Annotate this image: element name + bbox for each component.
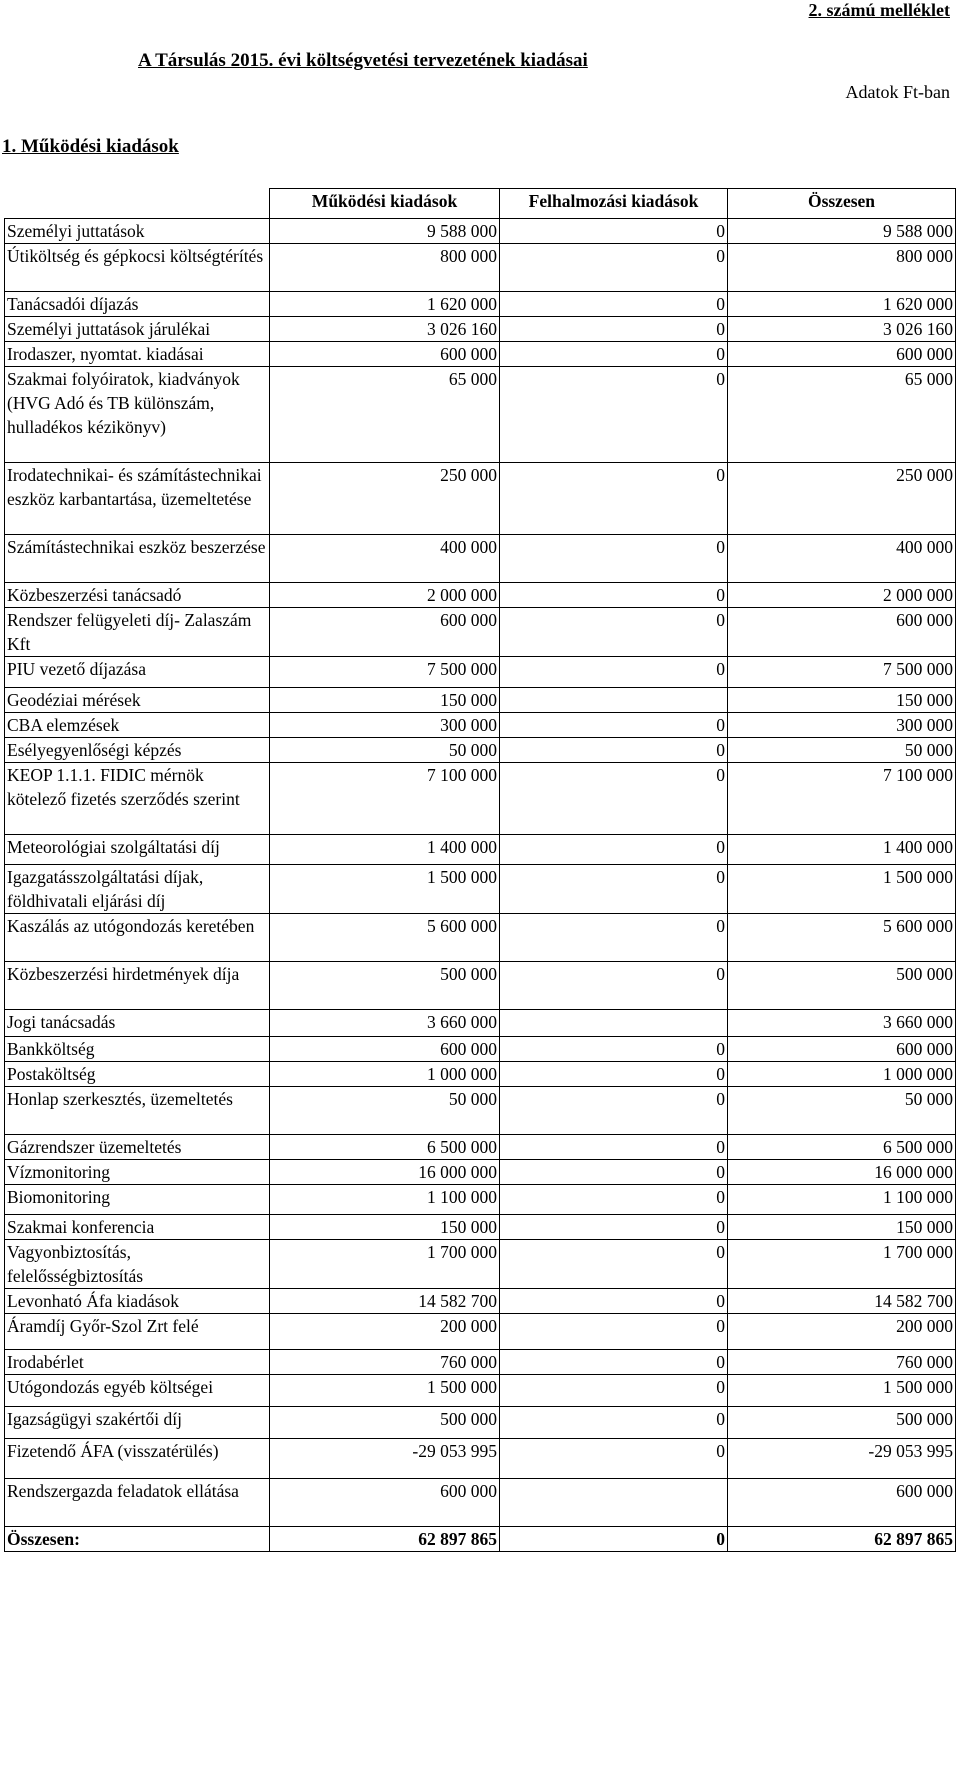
cell-mukodesi: 150 000 (270, 1215, 500, 1240)
cell-mukodesi: 250 000 (270, 463, 500, 535)
table-row (5, 219, 956, 244)
cell-felhalmozasi: 0 (500, 608, 728, 657)
row-label: Áramdíj Győr-Szol Zrt felé (5, 1314, 270, 1350)
table-row (5, 1185, 956, 1215)
row-label: KEOP 1.1.1. FIDIC mérnök kötelező fizetés szerződés szerint (5, 763, 270, 835)
cell-osszesen: 760 000 (728, 1350, 956, 1375)
row-label: Rendszer felügyeleti díj- Zalaszám Kft (5, 608, 270, 657)
cell-osszesen: 16 000 000 (728, 1160, 956, 1185)
cell-mukodesi: 3 026 160 (270, 317, 500, 342)
cell-osszesen: 400 000 (728, 535, 956, 583)
table-row (5, 657, 956, 688)
cell-felhalmozasi: 0 (500, 1160, 728, 1185)
cell-osszesen: 1 500 000 (728, 1375, 956, 1407)
row-label: Kaszálás az utógondozás keretében (5, 914, 270, 962)
row-label: PIU vezető díjazása (5, 657, 270, 688)
cell-osszesen: 800 000 (728, 244, 956, 292)
row-label: Bankköltség (5, 1037, 270, 1062)
cell-osszesen: 6 500 000 (728, 1135, 956, 1160)
table-row (5, 763, 956, 835)
row-label: Szakmai folyóiratok, kiadványok (HVG Adó és TB különszám, hulladékos kézikönyv) (5, 367, 270, 463)
cell-felhalmozasi: 0 (500, 1215, 728, 1240)
table-row (5, 367, 956, 463)
cell-mukodesi: 600 000 (270, 1479, 500, 1527)
table-row (5, 535, 956, 583)
cell-mukodesi: 65 000 (270, 367, 500, 463)
cell-mukodesi: 14 582 700 (270, 1289, 500, 1314)
cell-mukodesi: 760 000 (270, 1350, 500, 1375)
table-row (5, 1010, 956, 1037)
cell-mukodesi: 7 500 000 (270, 657, 500, 688)
cell-osszesen: 600 000 (728, 1037, 956, 1062)
cell-mukodesi: 300 000 (270, 713, 500, 738)
unit-note: Adatok Ft-ban (845, 82, 950, 102)
cell-osszesen: 150 000 (728, 688, 956, 713)
cell-felhalmozasi: 0 (500, 738, 728, 763)
table-row (5, 1215, 956, 1240)
table-row (5, 713, 956, 738)
column-header-osszesen: Összesen (728, 189, 956, 219)
row-label: Vízmonitoring (5, 1160, 270, 1185)
row-label: Irodaszer, nyomtat. kiadásai (5, 342, 270, 367)
total-felhalmozasi: 0 (500, 1527, 728, 1552)
table-header-row (5, 189, 956, 219)
cell-felhalmozasi: 0 (500, 865, 728, 914)
cell-osszesen: 600 000 (728, 1479, 956, 1527)
cell-felhalmozasi: 0 (500, 657, 728, 688)
row-label: Honlap szerkesztés, üzemeltetés (5, 1087, 270, 1135)
row-label: Személyi juttatások (5, 219, 270, 244)
row-label: Szakmai konferencia (5, 1215, 270, 1240)
row-label: Biomonitoring (5, 1185, 270, 1215)
column-header-felhalmozasi: Felhalmozási kiadások (500, 189, 728, 219)
cell-felhalmozasi: 0 (500, 1087, 728, 1135)
cell-osszesen: 500 000 (728, 962, 956, 1010)
cell-felhalmozasi: 0 (500, 463, 728, 535)
cell-mukodesi: 6 500 000 (270, 1135, 500, 1160)
cell-felhalmozasi: 0 (500, 1289, 728, 1314)
row-label: Igazságügyi szakértői díj (5, 1407, 270, 1439)
cell-felhalmozasi: 0 (500, 1439, 728, 1479)
annex-label: 2. számú melléklet (808, 0, 950, 20)
row-label: Személyi juttatások járulékai (5, 317, 270, 342)
table-row (5, 1037, 956, 1062)
cell-mukodesi: 1 500 000 (270, 1375, 500, 1407)
column-header-label (5, 189, 270, 219)
table-row (5, 583, 956, 608)
row-label: Tanácsadói díjazás (5, 292, 270, 317)
cell-felhalmozasi: 0 (500, 583, 728, 608)
cell-osszesen: 3 660 000 (728, 1010, 956, 1037)
table-row (5, 1407, 956, 1439)
row-label: Irodatechnikai- és számítástechnikai eszköz karbantartása, üzemeltetése (5, 463, 270, 535)
cell-felhalmozasi: 0 (500, 244, 728, 292)
row-label: Meteorológiai szolgáltatási díj (5, 835, 270, 865)
expenses-table (4, 188, 956, 1552)
table-row (5, 317, 956, 342)
row-label: Levonható Áfa kiadások (5, 1289, 270, 1314)
row-label: Jogi tanácsadás (5, 1010, 270, 1037)
cell-osszesen: 65 000 (728, 367, 956, 463)
table-row (5, 1087, 956, 1135)
cell-felhalmozasi: 0 (500, 342, 728, 367)
cell-osszesen: 1 500 000 (728, 865, 956, 914)
row-label: Geodéziai mérések (5, 688, 270, 713)
table-row (5, 1375, 956, 1407)
cell-osszesen: 1 400 000 (728, 835, 956, 865)
cell-osszesen: 1 620 000 (728, 292, 956, 317)
cell-mukodesi: 1 000 000 (270, 1062, 500, 1087)
row-label: Fizetendő ÁFA (visszatérülés) (5, 1439, 270, 1479)
cell-felhalmozasi: 0 (500, 367, 728, 463)
total-osszesen: 62 897 865 (728, 1527, 956, 1552)
cell-felhalmozasi: 0 (500, 962, 728, 1010)
cell-mukodesi: 600 000 (270, 1037, 500, 1062)
section-title: 1. Működési kiadások (2, 136, 179, 157)
cell-osszesen: 1 100 000 (728, 1185, 956, 1215)
cell-felhalmozasi: 0 (500, 219, 728, 244)
cell-osszesen: 600 000 (728, 608, 956, 657)
cell-osszesen: 150 000 (728, 1215, 956, 1240)
row-label: Irodabérlet (5, 1350, 270, 1375)
table-row (5, 608, 956, 657)
cell-felhalmozasi: 0 (500, 1350, 728, 1375)
cell-osszesen: 250 000 (728, 463, 956, 535)
row-label: Közbeszerzési hirdetmények díja (5, 962, 270, 1010)
cell-felhalmozasi: 0 (500, 1314, 728, 1350)
row-label: Postaköltség (5, 1062, 270, 1087)
cell-mukodesi: 500 000 (270, 1407, 500, 1439)
cell-felhalmozasi: 0 (500, 1407, 728, 1439)
cell-felhalmozasi: 0 (500, 535, 728, 583)
table-row (5, 835, 956, 865)
cell-mukodesi: 9 588 000 (270, 219, 500, 244)
cell-mukodesi: 600 000 (270, 608, 500, 657)
cell-osszesen: 3 026 160 (728, 317, 956, 342)
row-label: Útiköltség és gépkocsi költségtérítés (5, 244, 270, 292)
table-row (5, 738, 956, 763)
table-row (5, 1479, 956, 1527)
cell-felhalmozasi: 0 (500, 763, 728, 835)
cell-mukodesi: 1 100 000 (270, 1185, 500, 1215)
cell-mukodesi: 1 500 000 (270, 865, 500, 914)
cell-osszesen: 2 000 000 (728, 583, 956, 608)
cell-osszesen: 600 000 (728, 342, 956, 367)
cell-mukodesi: 5 600 000 (270, 914, 500, 962)
total-label: Összesen: (5, 1527, 270, 1552)
row-label: Igazgatásszolgáltatási díjak, földhivatali eljárási díj (5, 865, 270, 914)
table-row (5, 1439, 956, 1479)
cell-osszesen: 50 000 (728, 738, 956, 763)
table-row (5, 1289, 956, 1314)
cell-osszesen: 200 000 (728, 1314, 956, 1350)
column-header-mukodesi: Működési kiadások (270, 189, 500, 219)
table-row (5, 463, 956, 535)
cell-osszesen: 500 000 (728, 1407, 956, 1439)
table-row (5, 1062, 956, 1087)
cell-osszesen: 300 000 (728, 713, 956, 738)
cell-osszesen: 1 700 000 (728, 1240, 956, 1289)
cell-osszesen: 50 000 (728, 1087, 956, 1135)
row-label: Utógondozás egyéb költségei (5, 1375, 270, 1407)
cell-mukodesi: 500 000 (270, 962, 500, 1010)
cell-mukodesi: 50 000 (270, 738, 500, 763)
cell-felhalmozasi (500, 688, 728, 713)
cell-felhalmozasi: 0 (500, 1062, 728, 1087)
cell-mukodesi: 1 620 000 (270, 292, 500, 317)
cell-osszesen: 14 582 700 (728, 1289, 956, 1314)
cell-osszesen: 7 500 000 (728, 657, 956, 688)
table-row (5, 1160, 956, 1185)
cell-mukodesi: 600 000 (270, 342, 500, 367)
cell-felhalmozasi: 0 (500, 1135, 728, 1160)
cell-mukodesi: -29 053 995 (270, 1439, 500, 1479)
row-label: CBA elemzések (5, 713, 270, 738)
cell-osszesen: 7 100 000 (728, 763, 956, 835)
table-row (5, 688, 956, 713)
cell-felhalmozasi: 0 (500, 1185, 728, 1215)
cell-felhalmozasi: 0 (500, 835, 728, 865)
table-row (5, 865, 956, 914)
row-label: Rendszergazda feladatok ellátása (5, 1479, 270, 1527)
cell-osszesen: -29 053 995 (728, 1439, 956, 1479)
cell-mukodesi: 200 000 (270, 1314, 500, 1350)
cell-mukodesi: 150 000 (270, 688, 500, 713)
row-label: Vagyonbiztosítás, felelősségbiztosítás (5, 1240, 270, 1289)
cell-mukodesi: 1 700 000 (270, 1240, 500, 1289)
cell-felhalmozasi: 0 (500, 317, 728, 342)
table-row (5, 342, 956, 367)
table-row (5, 1314, 956, 1350)
total-row (5, 1527, 956, 1552)
cell-mukodesi: 2 000 000 (270, 583, 500, 608)
table-row (5, 292, 956, 317)
total-mukodesi: 62 897 865 (270, 1527, 500, 1552)
cell-mukodesi: 1 400 000 (270, 835, 500, 865)
row-label: Gázrendszer üzemeltetés (5, 1135, 270, 1160)
cell-mukodesi: 3 660 000 (270, 1010, 500, 1037)
row-label: Közbeszerzési tanácsadó (5, 583, 270, 608)
cell-felhalmozasi: 0 (500, 1037, 728, 1062)
cell-felhalmozasi: 0 (500, 914, 728, 962)
cell-felhalmozasi: 0 (500, 1240, 728, 1289)
table-row (5, 962, 956, 1010)
document-title: A Társulás 2015. évi költségvetési tervezetének kiadásai (138, 50, 588, 71)
cell-felhalmozasi (500, 1479, 728, 1527)
cell-felhalmozasi: 0 (500, 292, 728, 317)
cell-osszesen: 5 600 000 (728, 914, 956, 962)
table-row (5, 1350, 956, 1375)
table-row (5, 914, 956, 962)
cell-mukodesi: 50 000 (270, 1087, 500, 1135)
cell-mukodesi: 16 000 000 (270, 1160, 500, 1185)
cell-osszesen: 1 000 000 (728, 1062, 956, 1087)
cell-felhalmozasi: 0 (500, 1375, 728, 1407)
cell-mukodesi: 800 000 (270, 244, 500, 292)
row-label: Számítástechnikai eszköz beszerzése (5, 535, 270, 583)
cell-felhalmozasi (500, 1010, 728, 1037)
cell-mukodesi: 7 100 000 (270, 763, 500, 835)
table-row (5, 1240, 956, 1289)
table-row (5, 244, 956, 292)
row-label: Esélyegyenlőségi képzés (5, 738, 270, 763)
cell-mukodesi: 400 000 (270, 535, 500, 583)
table-row (5, 1135, 956, 1160)
cell-osszesen: 9 588 000 (728, 219, 956, 244)
cell-felhalmozasi: 0 (500, 713, 728, 738)
